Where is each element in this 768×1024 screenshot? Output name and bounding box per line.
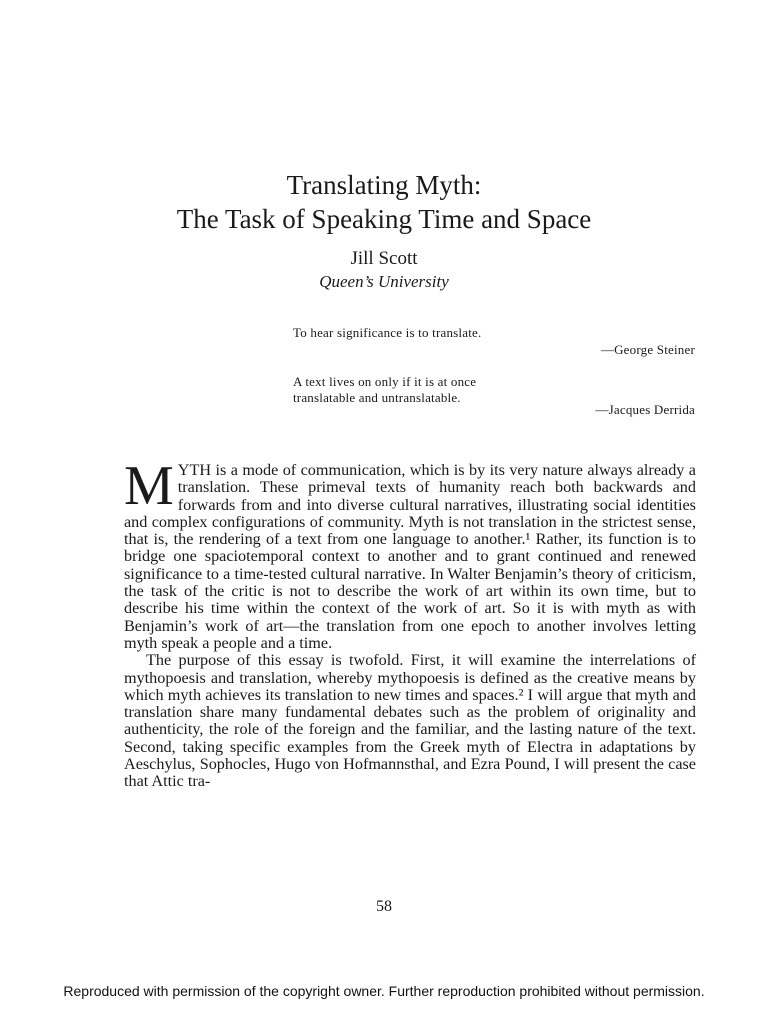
body-paragraph-1 (124, 455, 696, 652)
epigraph-quote-1: To hear significance is to translate. (293, 325, 482, 340)
body-paragraph-2: The purpose of this essay is twofold. First, it will examine the interrelations of mythopoesis and translation, whereby mythopoesis is defined as the creative means by which myth achieves its translation to new times and spaces.² I will argue that myth and translation share many fundamental debates such as the problem of originality and authenticity, the role of the foreign and the familiar, and the lasting nature of the text. Second, taking specific examples from the Greek myth of Electra in adaptations by Aeschylus, Sophocles, Hugo von Hofmannsthal, and Ezra Pound, I will present the case that Attic tra- (124, 651, 696, 791)
author-affiliation: Queen’s University (319, 272, 449, 291)
copyright-footer: Reproduced with permission of the copyright owner. Further reproduction prohibited without permission. (63, 983, 705, 999)
article-title-line-2: The Task of Speaking Time and Space (176, 204, 592, 234)
paragraph-1-text: YTH is a mode of communication, which is by its very nature always already a translation. These primeval texts of humanity reach both backwards and forwards from and into diverse cultural narratives, illustrating social identities and complex configurations of community. Myth is not translation in the strictest sense, that is, the rendering of a text from one language to another.¹ Rather, its function is to bridge one spaciotemporal context to another and to grant continued and renewed significance to a time-tested cultural narrative. In Walter Benjamin’s theory of criticism, the task of the critic is not to describe the work of art within its own time, but to describe his time within the context of the work of art. So it is with myth as with Benjamin’s work of art—the translation from one epoch to another involves letting myth speak a people and a time. (124, 461, 696, 652)
page-number: 58 (376, 898, 392, 915)
epigraph-attribution-1: —George Steiner (600, 342, 695, 357)
drop-cap: M (124, 455, 174, 517)
epigraph-quote-2: A text lives on only if it is at once translatable and untranslatable. (293, 374, 477, 405)
epigraph-attribution-2: —Jacques Derrida (595, 402, 695, 417)
author-name: Jill Scott (350, 248, 418, 269)
article-body (124, 455, 696, 791)
article-title-line-1: Translating Myth: (286, 170, 482, 200)
